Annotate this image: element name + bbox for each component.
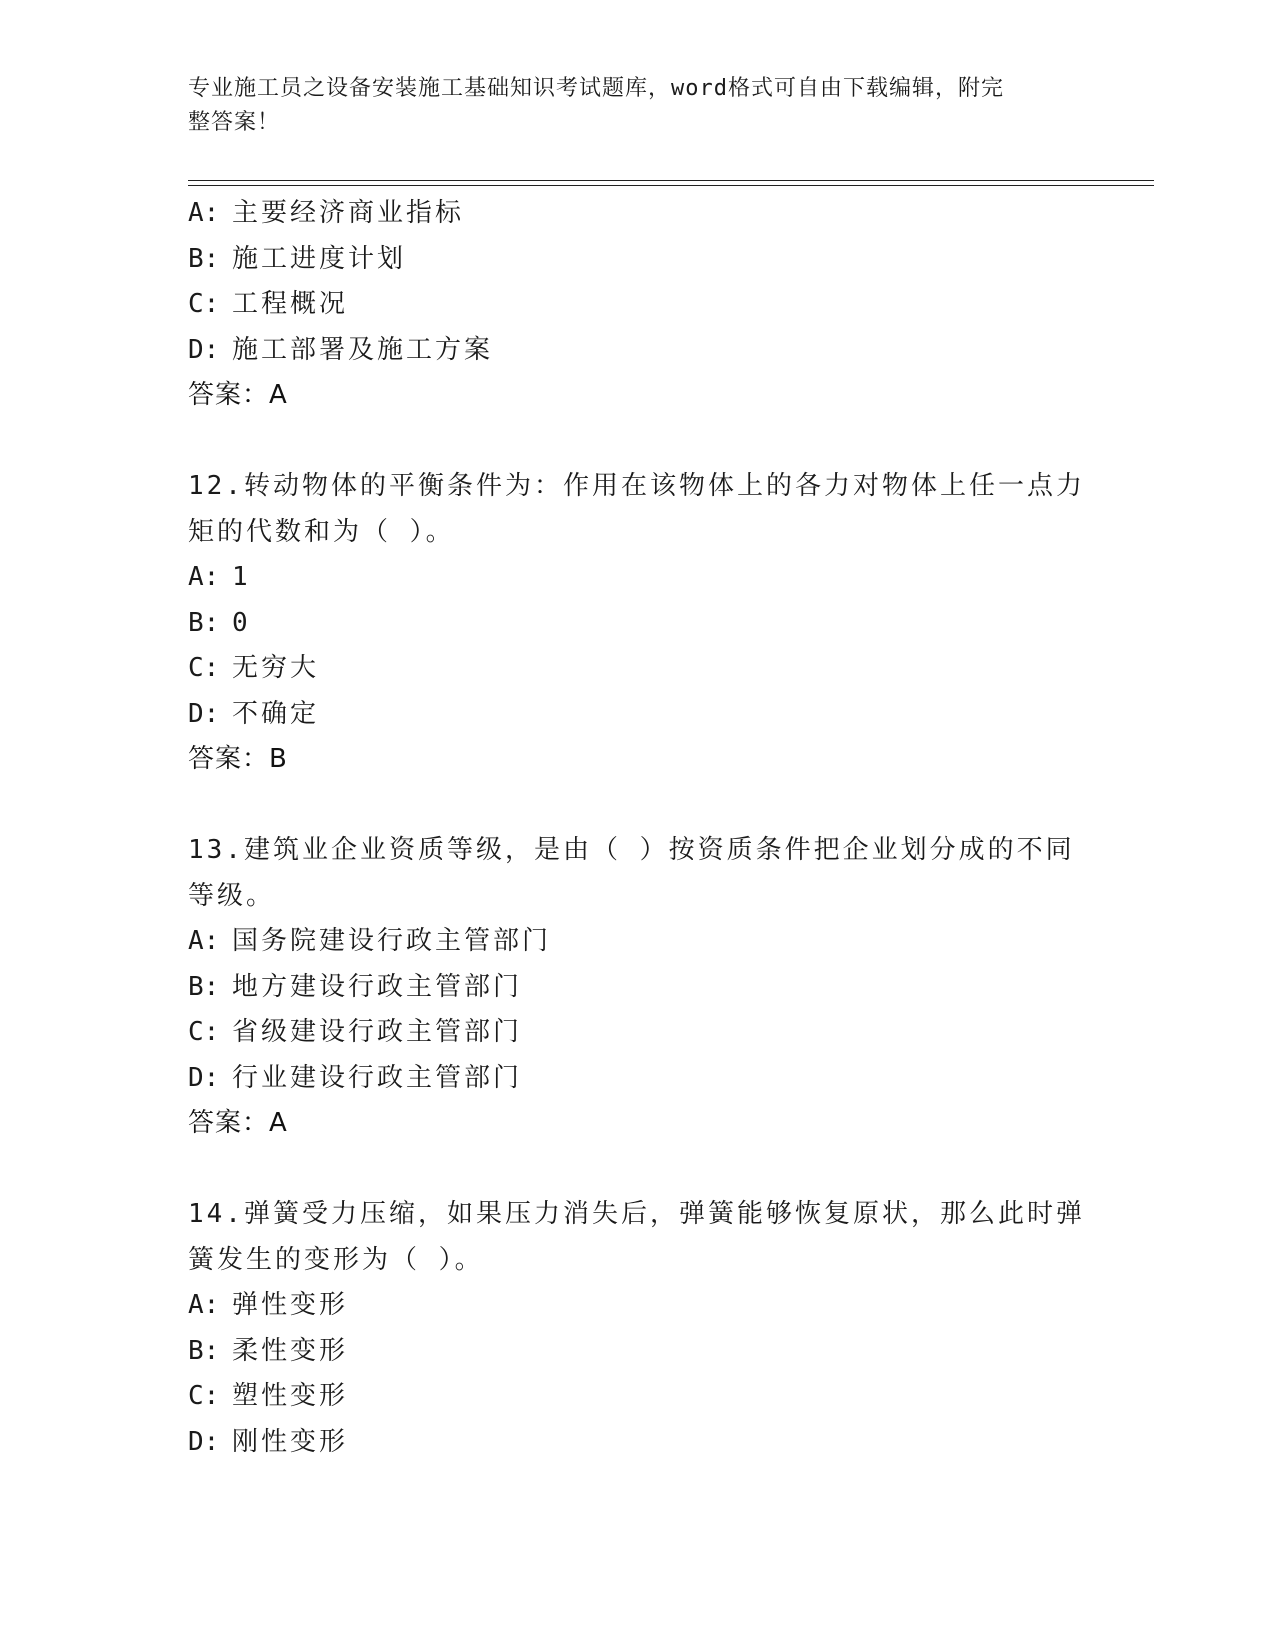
question-stem-line: 14.弹簧受力压缩，如果压力消失后，弹簧能够恢复原状，那么此时弹: [188, 1199, 1085, 1229]
question-block: [188, 464, 1088, 783]
answer-line: 答案：B: [188, 744, 288, 774]
question-stem-line: 簧发生的变形为（ ）。: [188, 1244, 484, 1275]
question-stem-line: 矩的代数和为（ ）。: [188, 516, 455, 547]
option-a: A: 主要经济商业指标: [188, 198, 465, 228]
question-stem-line: 等级。: [188, 880, 276, 911]
option-b: B: 0: [188, 607, 251, 638]
question-block: [188, 1192, 1088, 1465]
header-title-line-2: 整答案！: [188, 110, 281, 135]
option-d: D: 施工部署及施工方案: [188, 334, 494, 365]
question-stem-line: 12.转动物体的平衡条件为：作用在该物体上的各力对物体上任一点力: [188, 471, 1085, 501]
option-b: B: 地方建设行政主管部门: [188, 971, 523, 1002]
option-a: A: 弹性变形: [188, 1290, 349, 1320]
answer-line: 答案：A: [188, 380, 288, 410]
option-d: D: 行业建设行政主管部门: [188, 1062, 523, 1093]
option-b: B: 柔性变形: [188, 1335, 349, 1366]
document-header: [188, 72, 1068, 140]
header-divider-top: [188, 180, 1154, 181]
question-list: [188, 191, 1088, 1465]
option-c: C: 省级建设行政主管部门: [188, 1017, 523, 1047]
answer-line: 答案：A: [188, 1108, 288, 1138]
option-a: A: 1: [188, 562, 251, 592]
question-stem-line: 13.建筑业企业资质等级，是由（ ）按资质条件把企业划分成的不同: [188, 835, 1075, 865]
option-c: C: 塑性变形: [188, 1381, 349, 1411]
question-block: [188, 191, 1088, 419]
header-title-line-1: 专业施工员之设备安装施工基础知识考试题库，word格式可自由下载编辑，附完: [188, 76, 1004, 101]
option-d: D: 不确定: [188, 698, 320, 729]
question-block: [188, 828, 1088, 1147]
option-b: B: 施工进度计划: [188, 243, 407, 274]
option-d: D: 刚性变形: [188, 1426, 349, 1457]
option-c: C: 工程概况: [188, 289, 349, 319]
option-a: A: 国务院建设行政主管部门: [188, 926, 552, 956]
header-divider-bottom: [188, 185, 1154, 186]
option-c: C: 无穷大: [188, 653, 320, 683]
